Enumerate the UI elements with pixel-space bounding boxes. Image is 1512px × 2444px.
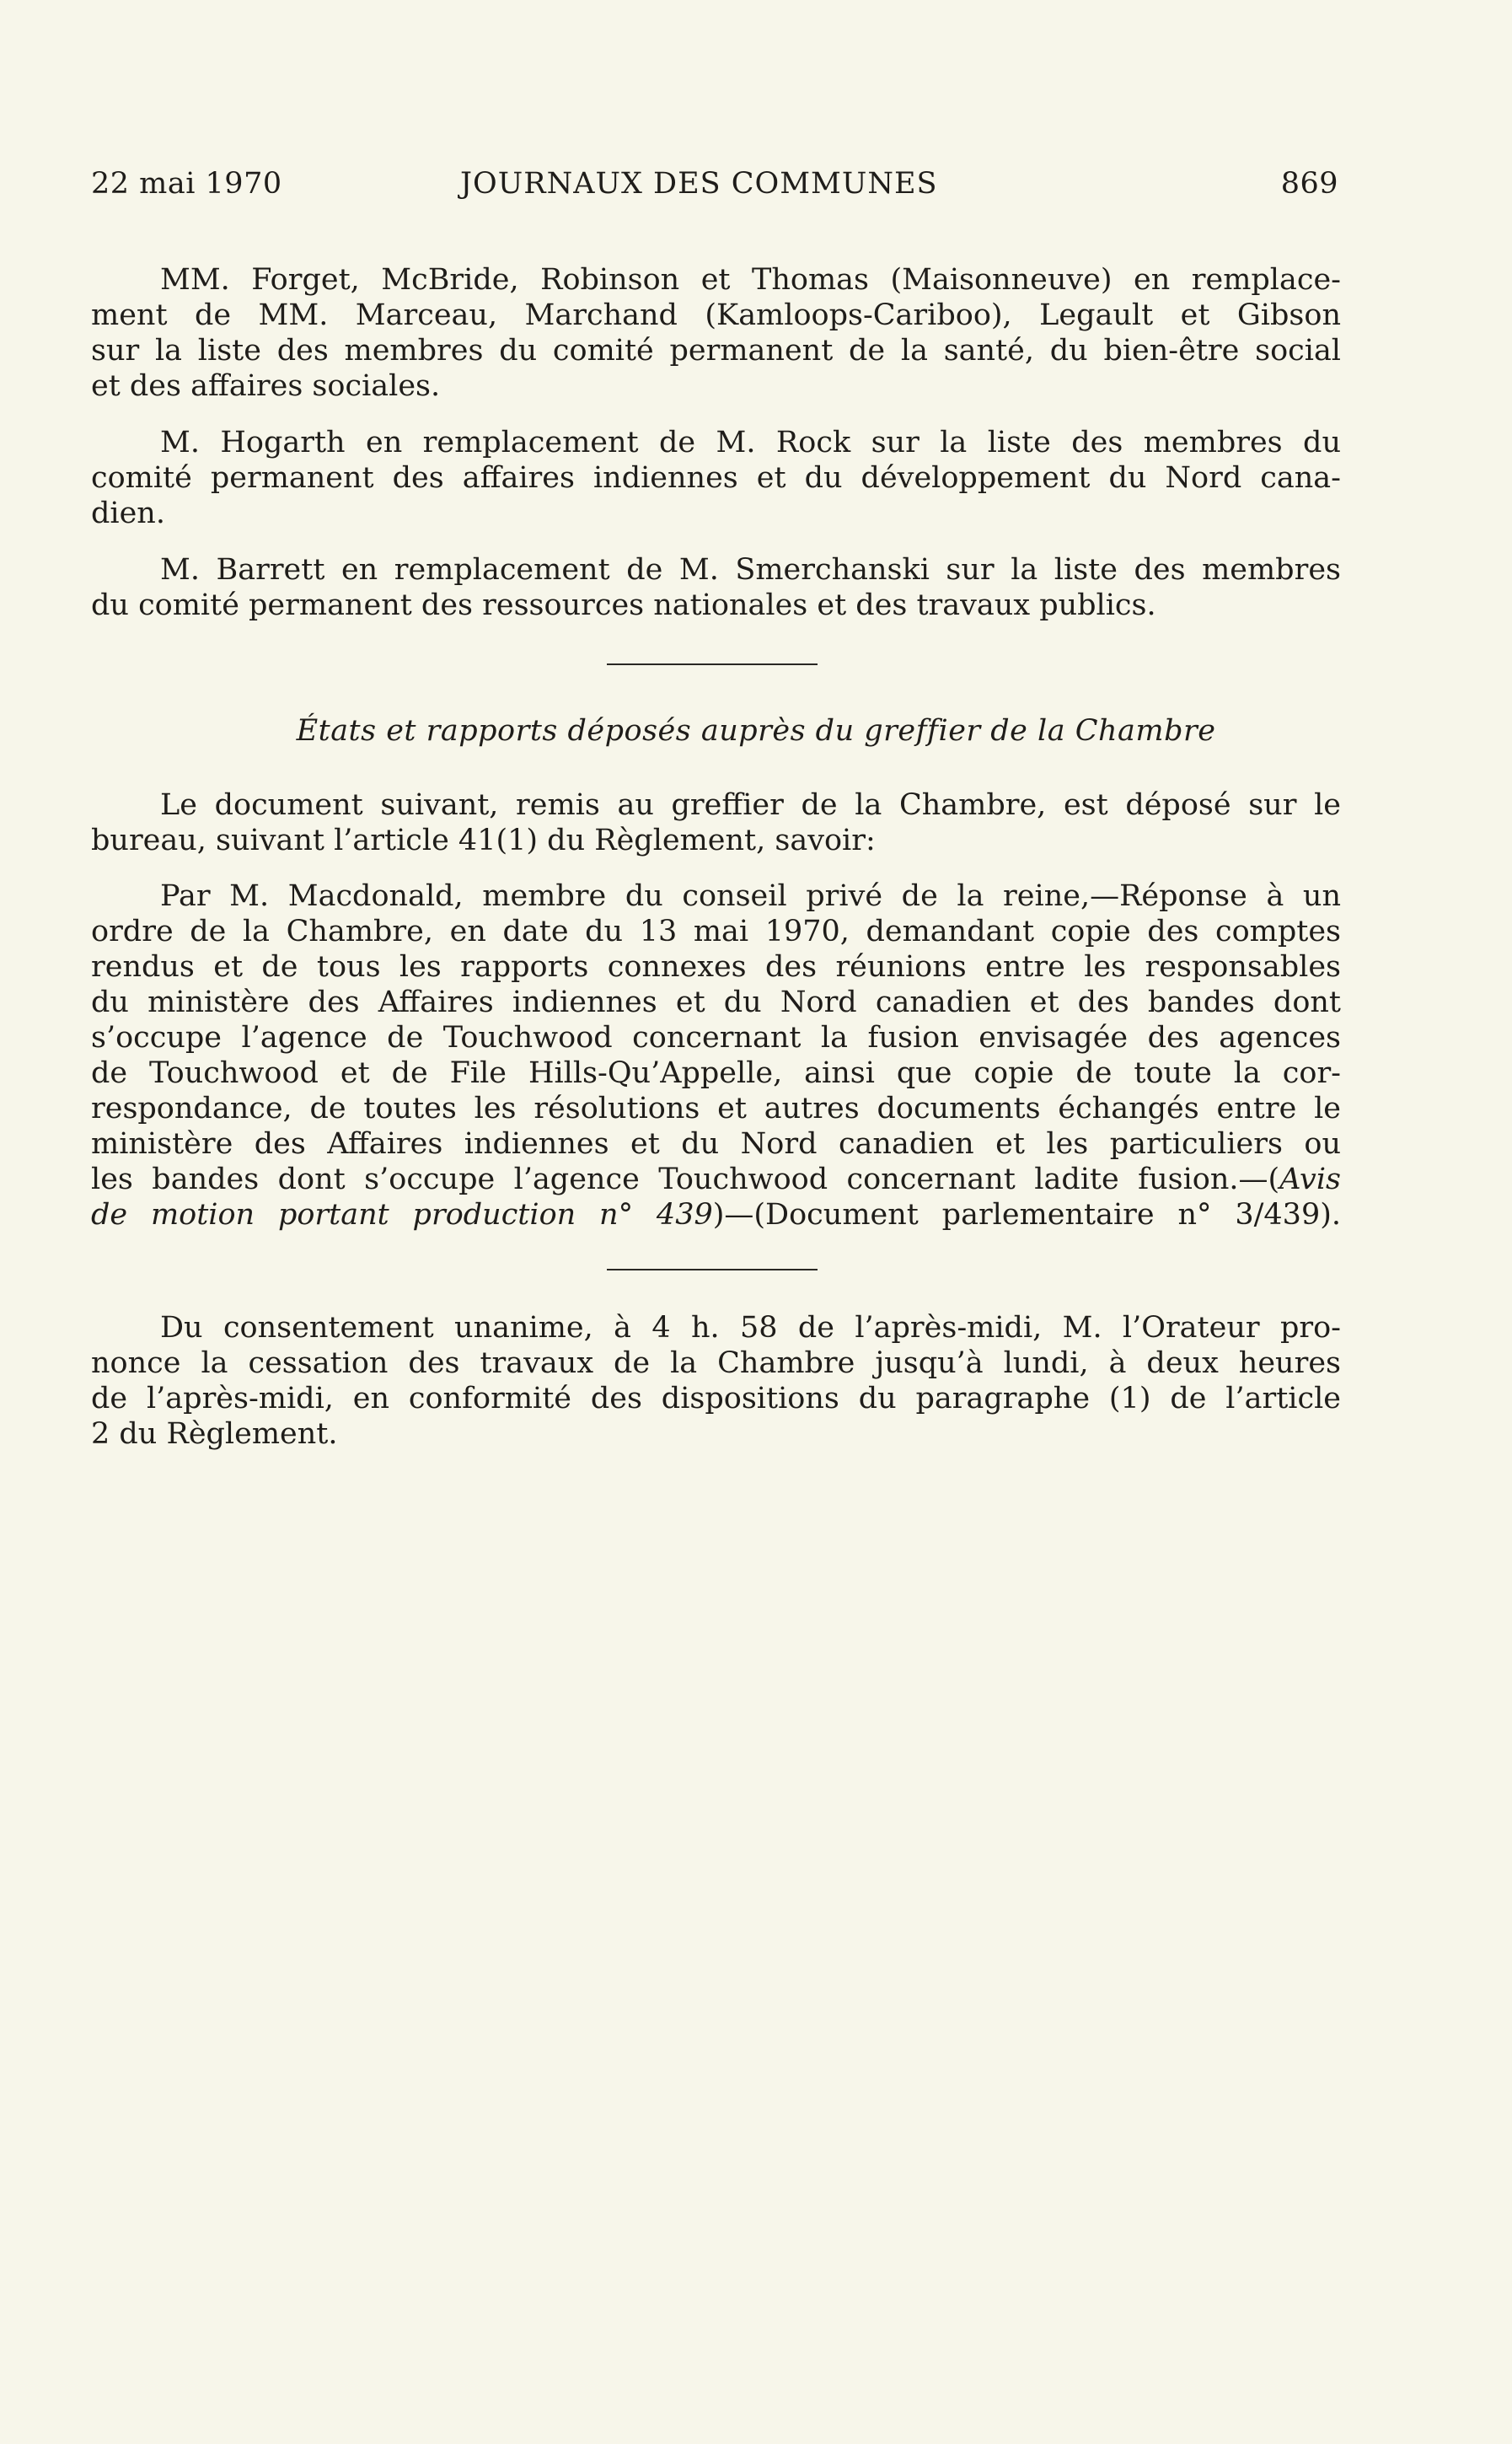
text-line: Le document suivant, remis au greffier de la Chambre, est déposé sur le <box>160 788 1341 822</box>
text-line: de l’après-midi, en conformité des dispositions du paragraphe (1) de l’article <box>91 1382 1341 1415</box>
italic-text-segment: de motion portant production n° 439 <box>91 1198 713 1232</box>
text-line <box>91 1162 1341 1197</box>
italic-text-segment: Avis <box>1279 1163 1341 1196</box>
text-line: et des affaires sociales. <box>91 369 441 403</box>
text-line: comité permanent des affaires indiennes et du développement du Nord cana- <box>91 461 1341 495</box>
page-header <box>91 167 1338 211</box>
section-heading: États et rapports déposés auprès du greffier de la Chambre <box>296 714 1216 748</box>
text-segment: )—(Document parlementaire n° 3/439). <box>712 1198 1341 1232</box>
text-line: ment de MM. Marceau, Marchand (Kamloops-Cariboo), Legault et Gibson <box>91 298 1341 332</box>
text-line: ordre de la Chambre, en date du 13 mai 1970, demandant copie des comptes <box>91 915 1341 948</box>
text-line: sur la liste des membres du comité permanent de la santé, du bien-être social <box>91 334 1341 368</box>
text-line: bureau, suivant l’article 41(1) du Règlement, savoir: <box>91 824 876 857</box>
header-date: 22 mai 1970 <box>91 167 282 201</box>
text-line: 2 du Règlement. <box>91 1417 338 1451</box>
header-page-number: 869 <box>1280 167 1338 201</box>
text-segment: les bandes dont s’occupe l’agence Touchwood concernant ladite fusion.—( <box>91 1163 1280 1196</box>
text-line: nonce la cessation des travaux de la Chambre jusqu’à lundi, à deux heures <box>91 1346 1341 1380</box>
text-line: M. Barrett en remplacement de M. Smerchanski sur la liste des membres <box>160 553 1341 587</box>
text-line: respondance, de toutes les résolutions et autres documents échangés entre le <box>91 1092 1341 1125</box>
text-line: rendus et de tous les rapports connexes des réunions entre les responsables <box>91 950 1341 984</box>
section-divider <box>607 663 818 665</box>
text-line: M. Hogarth en remplacement de M. Rock sur la liste des membres du <box>160 426 1341 459</box>
text-line: du comité permanent des ressources nationales et des travaux publics. <box>91 588 1156 622</box>
section-divider <box>607 1269 818 1270</box>
text-line <box>91 1197 1341 1233</box>
text-line: Du consentement unanime, à 4 h. 58 de l’après-midi, M. l’Orateur pro- <box>160 1311 1341 1345</box>
text-line: de Touchwood et de File Hills-Qu’Appelle, ainsi que copie de toute la cor- <box>91 1056 1341 1090</box>
text-line: du ministère des Affaires indiennes et du Nord canadien et des bandes dont <box>91 986 1341 1019</box>
text-line: Par M. Macdonald, membre du conseil privé de la reine,—Réponse à un <box>160 879 1341 913</box>
text-line: ministère des Affaires indiennes et du Nord canadien et les particuliers ou <box>91 1127 1341 1161</box>
text-line: MM. Forget, McBride, Robinson et Thomas (Maisonneuve) en remplace- <box>160 263 1341 297</box>
header-journal-title: JOURNAUX DES COMMUNES <box>460 167 938 201</box>
text-line: dien. <box>91 497 165 530</box>
text-line: s’occupe l’agence de Touchwood concernant la fusion envisagée des agences <box>91 1021 1341 1055</box>
